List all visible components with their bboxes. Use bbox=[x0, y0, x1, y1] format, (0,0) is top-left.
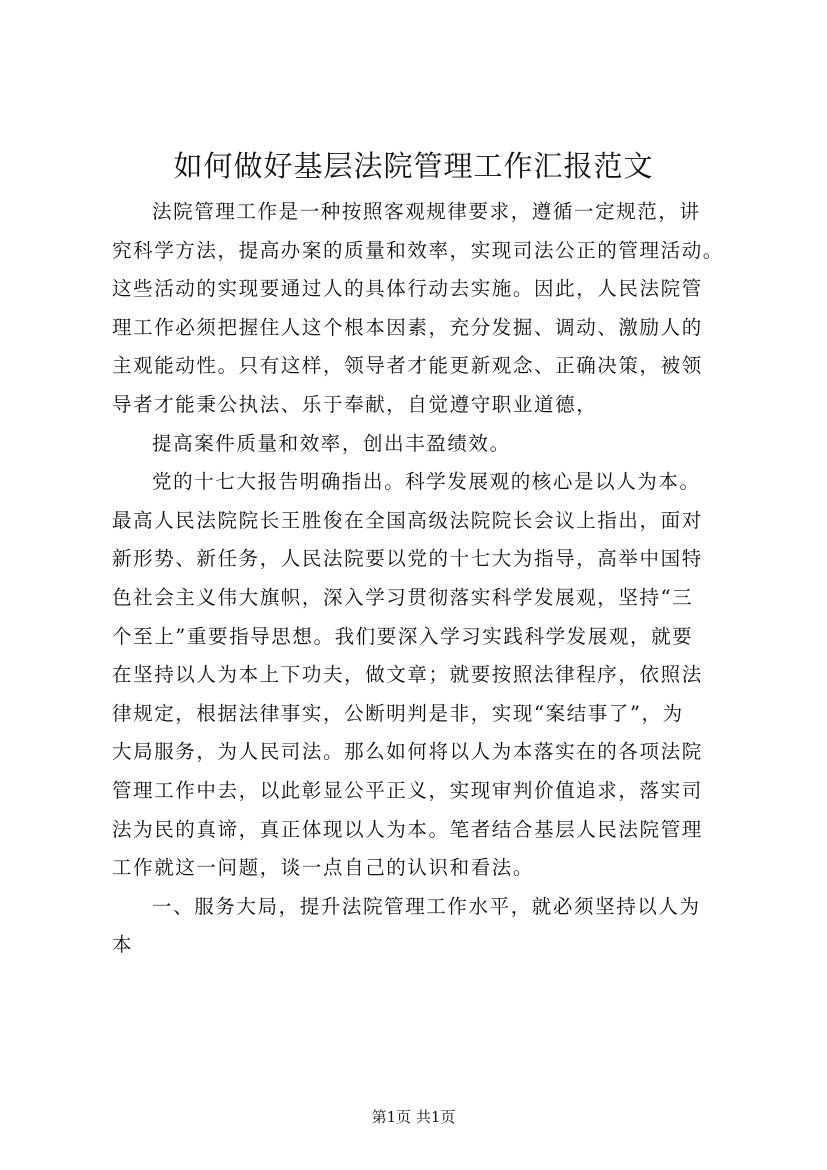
paragraph-line: 管理工作中去，以此彰显公平正义，实现审判价值追求，落实司 bbox=[112, 778, 703, 802]
document-body bbox=[112, 193, 732, 965]
paragraph-line: 理工作必须把握住人这个根本因素，充分发掘、调动、激励人的 bbox=[112, 315, 703, 339]
paragraph-line: 律规定，根据法律事实，公断明判是非，实现“案结事了”，为 bbox=[112, 701, 684, 725]
paragraph-line: 究科学方法，提高办案的质量和效率，实现司法公正的管理活动。 bbox=[112, 238, 724, 262]
page-number-footer: 第1页 共1页 bbox=[371, 1108, 456, 1126]
paragraph-line: 法为民的真谛，真正体现以人为本。笔者结合基层人民法院管理 bbox=[112, 817, 703, 841]
paragraph-line: 大局服务，为人民司法。那么如何将以人为本落实在的各项法院 bbox=[112, 740, 703, 764]
paragraph-line: 导者才能秉公执法、乐于奉献，自觉遵守职业道德， bbox=[112, 392, 598, 416]
paragraph-line: 在坚持以人为本上下功夫，做文章；就要按照法律程序，依照法 bbox=[112, 663, 703, 687]
paragraph-line: 个至上”重要指导思想。我们要深入学习实践科学发展观，就要 bbox=[112, 624, 694, 648]
paragraph-line: 党的十七大报告明确指出。科学发展观的核心是以人为本。 bbox=[152, 470, 701, 494]
paragraph-line: 提高案件质量和效率，创出丰盈绩效。 bbox=[152, 431, 511, 455]
paragraph-line: 法院管理工作是一种按照客观规律要求，遵循一定规范，讲 bbox=[152, 200, 701, 223]
document-title: 如何做好基层法院管理工作汇报范文 bbox=[173, 149, 654, 183]
paragraph-line: 工作就这一问题，谈一点自己的认识和看法。 bbox=[112, 856, 535, 880]
paragraph-line: 主观能动性。只有这样，领导者才能更新观念、正确决策，被领 bbox=[112, 354, 703, 378]
paragraph-line: 最高人民法院院长王胜俊在全国高级法院院长会议上指出，面对 bbox=[112, 508, 703, 532]
paragraph-line: 这些活动的实现要通过人的具体行动去实施。因此，人民法院管 bbox=[112, 277, 703, 301]
paragraph-line: 色社会主义伟大旗帜，深入学习贯彻落实科学发展观，坚持“三 bbox=[112, 585, 694, 609]
paragraph-line: 新形势、新任务，人民法院要以党的十七大为指导，高举中国特 bbox=[112, 547, 703, 571]
section-heading-line: 本 bbox=[112, 933, 134, 957]
section-heading-line: 一、服务大局，提升法院管理工作水平，就必须坚持以人为 bbox=[152, 894, 701, 918]
